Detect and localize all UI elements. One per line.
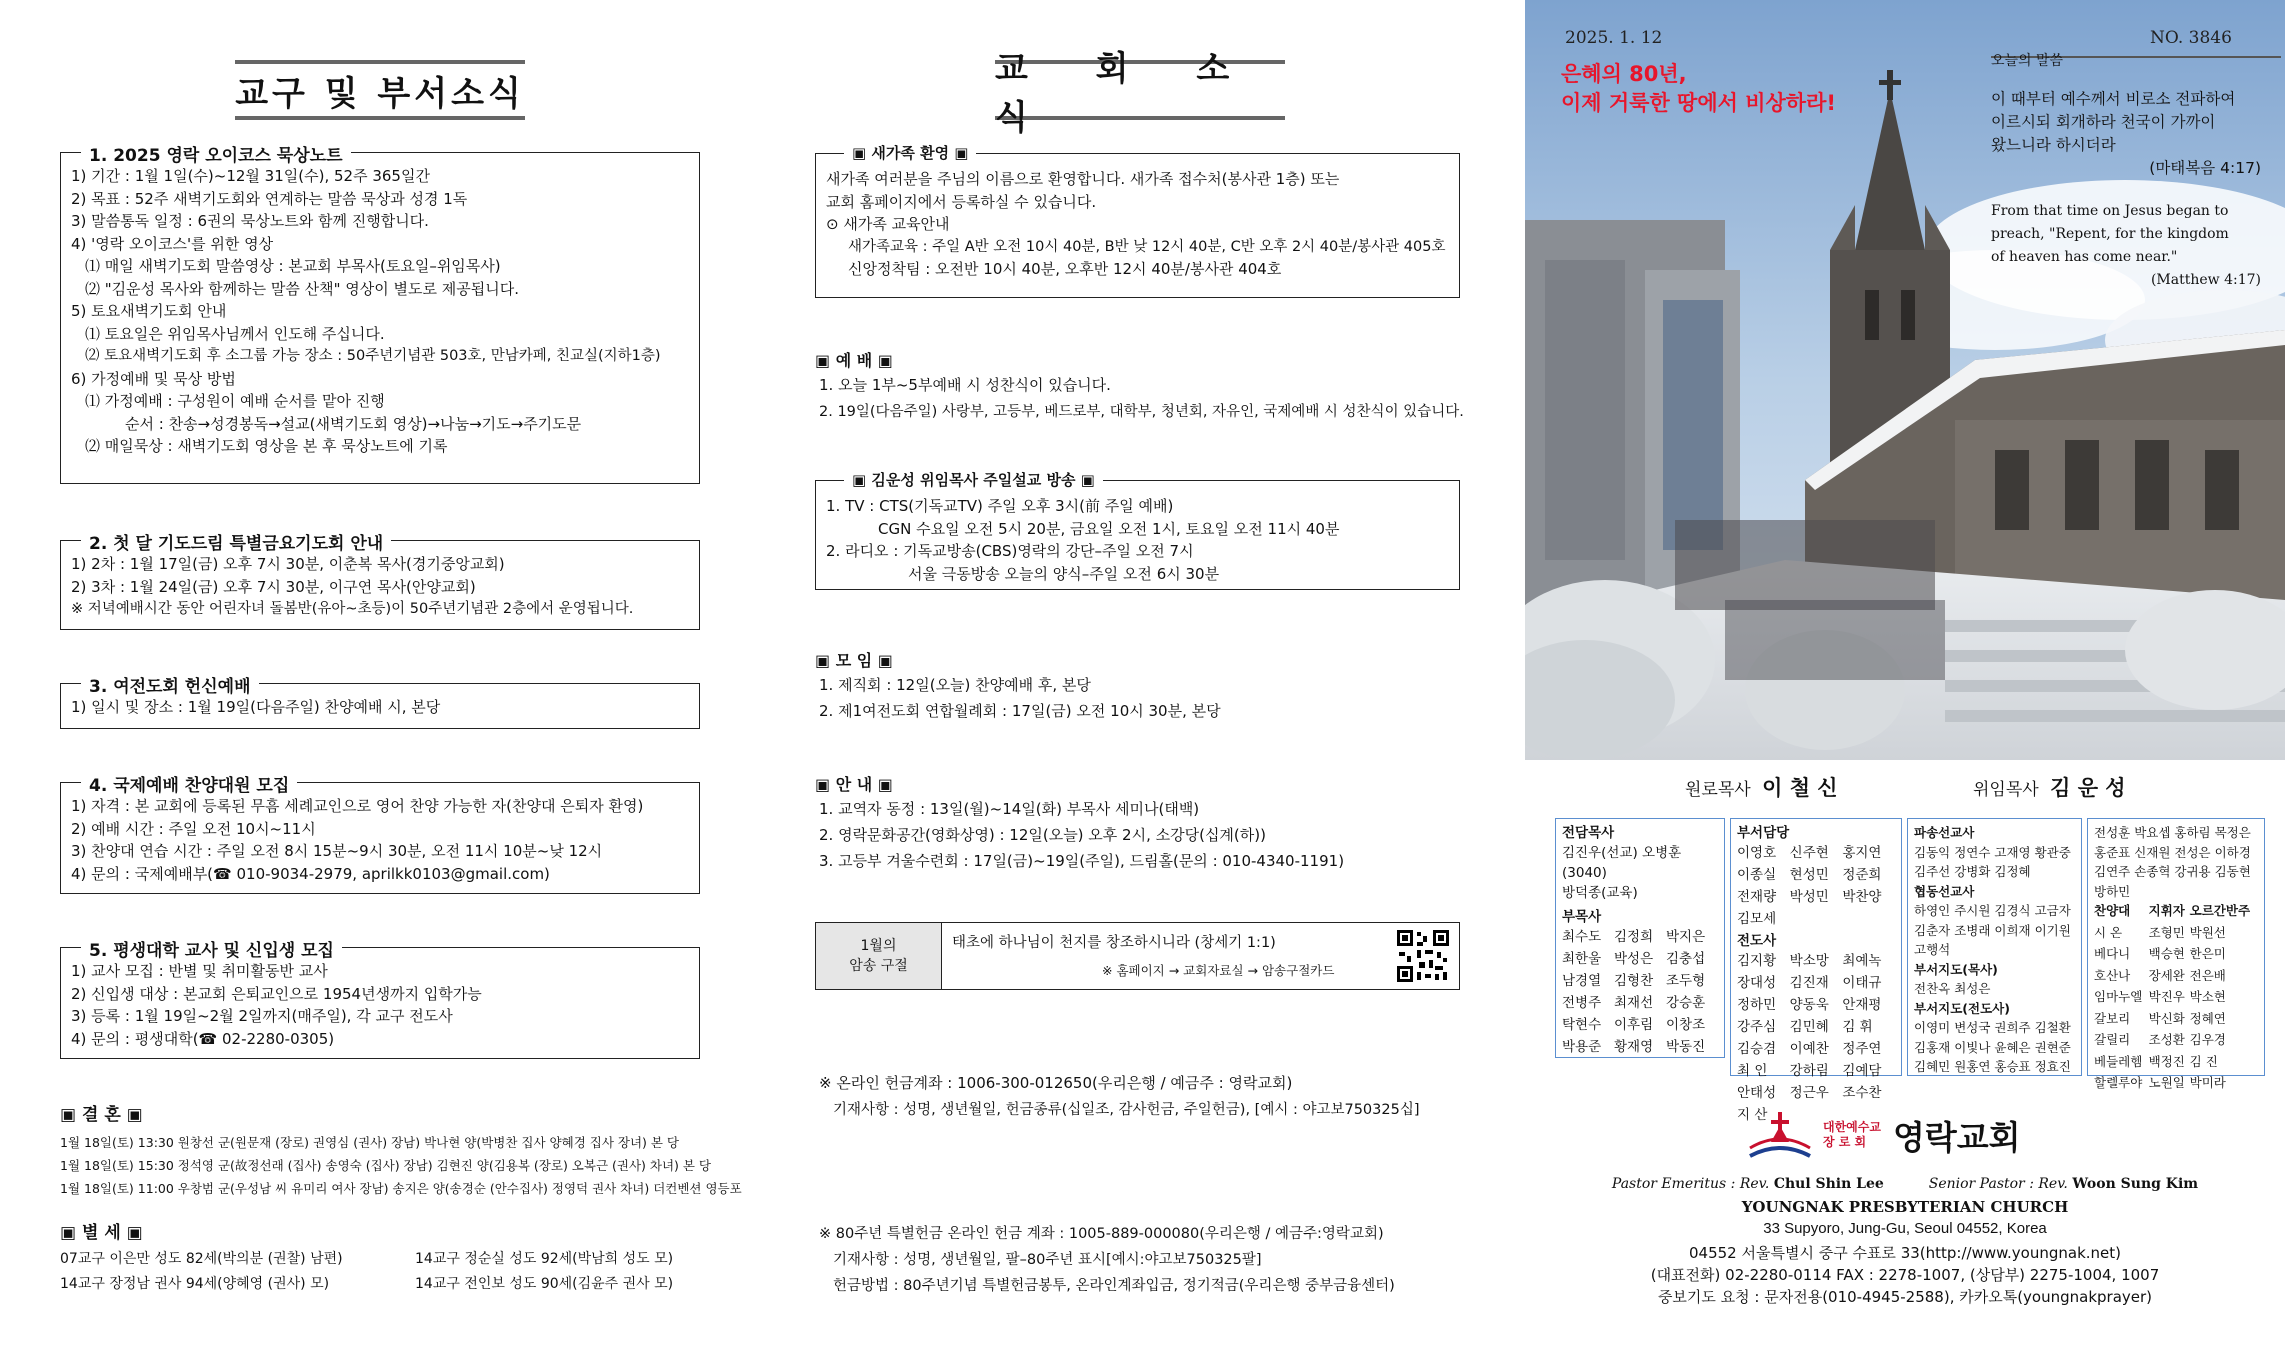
staff-name: 조성환: [2148, 1032, 2185, 1047]
special-offering: ※ 80주년 특별헌금 온라인 헌금 계좌 : 1005-889-000080(우리은행 / 예금주:영락교회): [819, 1226, 1384, 1242]
staff-name: 한은미: [2189, 946, 2226, 961]
staff-name: 최재선: [1614, 995, 1654, 1011]
staff-name: 남경열: [1562, 973, 1602, 989]
prayer-request: 중보기도 요청 : 문자전용(010-4945-2588), 카카오톡(youngnakprayer): [1657, 1288, 2153, 1306]
address-en: 33 Supyoro, Jung-Gu, Seoul 04552, Korea: [1763, 1220, 2047, 1237]
wedding-section: [60, 1100, 742, 1200]
cover-photo: [1525, 0, 2285, 760]
staff-name: 안재평: [1842, 997, 1882, 1013]
footer-label: Senior Pastor : Rev.: [1928, 1176, 2068, 1192]
text-line: 1) 기간 : 1월 1일(수)~12월 31일(수), 52주 365일간: [71, 167, 430, 185]
section-title: 2. 첫 달 기도드림 특별금요기도회 안내: [81, 529, 391, 554]
staff-name: 최예녹: [1842, 953, 1882, 969]
staff-line: 김진우(선교) 오병훈(3040): [1562, 845, 1682, 881]
staff-name: 박원선: [2189, 924, 2226, 940]
wedding-row: 1월 18일(토) 11:00 우창범 군(우성남 씨 유미리 여사 장남) 송지은 양(송경순 (안수집사) 정영덕 권사 차녀) 더컨벤션 영등포: [60, 1181, 742, 1196]
staff-name: 이종실: [1737, 867, 1777, 883]
text-line: 4) '영락 오이코스'를 위한 영상: [71, 234, 274, 253]
broadcast-box: [815, 471, 1460, 590]
memory-label: [816, 923, 942, 989]
staff-name: 장대성: [1737, 975, 1777, 991]
logo-name: 영락교회: [1893, 1118, 2021, 1157]
staff-name: 강하림: [1789, 1063, 1829, 1079]
staff-name: 조수찬: [1842, 1085, 1882, 1101]
passing-row: 14교구 전인보 성도 90세(김윤주 권사 모): [415, 1276, 674, 1292]
staff-name: 장세완: [2148, 967, 2185, 983]
staff-line: 전찬옥 최성은: [1914, 981, 1991, 996]
staff-name: 박용준: [1562, 1039, 1602, 1055]
staff-name: 박미라: [2189, 1075, 2226, 1090]
staff-name: 김 휘: [1842, 1019, 1873, 1035]
district-news-title: 교구 및 부서소식: [235, 60, 525, 120]
slogan: [1561, 60, 1836, 118]
staff-name: 갈보리: [2094, 1010, 2131, 1026]
staff-line: 전성훈 박요셉 홍하림 목정은: [2094, 825, 2251, 840]
text-line: ⑵ 매일묵상 : 새벽기도회 영상을 본 후 묵상노트에 기록: [85, 437, 448, 455]
word-line: 왔느니라 하시더라: [1991, 136, 2116, 154]
bulletin-date: 2025. 1. 12: [1565, 28, 1663, 48]
staff-name: 시 온: [2094, 924, 2123, 940]
memory-verse-box: [815, 922, 1460, 990]
section-choir-recruit: [60, 776, 700, 894]
staff-name: 탁현수: [1562, 1017, 1602, 1033]
text-line: 2. 라디오 : 기독교방송(CBS)영락의 강단–주일 오전 7시: [826, 542, 1194, 560]
text-line: 3) 말씀통독 일정 : 6권의 묵상노트와 함께 진행합니다.: [71, 212, 429, 230]
staff-name: 신주현: [1789, 845, 1829, 861]
staff-box-departments: [1730, 818, 1902, 1123]
text-line: 순서 : 찬송→성경봉독→설교(새벽기도회 영상)→나눔→기도→주기도문: [125, 414, 582, 433]
text-line: 서울 극동방송 오늘의 양식–주일 오전 6시 30분: [908, 564, 1220, 583]
staff-name: 강주심: [1737, 1019, 1777, 1035]
address-ko: 04552 서울특별시 중구 수표로 33(http://www.youngnak.net): [1689, 1244, 2121, 1262]
slogan-line: 은혜의 80년,: [1561, 62, 1687, 86]
todays-word-ko: [1991, 88, 2261, 180]
phone-info: (대표전화) 02-2280-0114 FAX : 2278-1007, (상담부) 2275-1004, 1007: [1650, 1266, 2160, 1284]
staff-line: 김연주 손종혁 강귀용 김동현: [2094, 864, 2251, 879]
choir-header: 지휘자: [2148, 903, 2185, 918]
staff-table: [1737, 843, 1895, 931]
staff-name: 이예찬: [1789, 1041, 1829, 1057]
staff-name: 전병주: [1562, 995, 1602, 1011]
staff-line: 홍준표 신재원 전성은 이하경: [2094, 844, 2251, 860]
text-line: 6) 가정예배 및 묵상 방법: [71, 369, 236, 388]
text-line: 1) 자격 : 본 교회에 등록된 무흠 세례교인으로 영어 찬양 가능한 자(찬양대 은퇴자 환영): [71, 797, 644, 815]
staff-name: 조두형: [1666, 973, 1706, 989]
section-women-service: [60, 677, 700, 729]
memory-label-line: 암송 구절: [849, 958, 908, 974]
staff-line: 하영인 주시원 김경식 고금자: [1914, 903, 2071, 918]
text-line: 2. 제1여전도회 연합월례회 : 17일(금) 오전 10시 30분, 본당: [819, 702, 1221, 720]
staff-name: 박성민: [1789, 889, 1829, 905]
text-line: 2. 영락문화공간(영화상영) : 12일(오늘) 오후 2시, 소강당(십계(하)): [819, 826, 1266, 844]
staff-name: 김예담: [1842, 1063, 1882, 1079]
church-logo-icon: [1745, 1108, 1815, 1164]
staff-line: 방하민: [2094, 883, 2131, 899]
text-line: 2) 목표 : 52주 새벽기도회와 연계하는 말씀 묵상과 성경 1독: [71, 189, 468, 208]
text-line: 2) 예배 시간 : 주일 오전 10시~11시: [71, 819, 316, 838]
staff-name: 최한울: [1562, 951, 1602, 967]
staff-name: 지 산: [1737, 1107, 1768, 1123]
staff-name: 백정진: [2148, 1053, 2185, 1069]
footer-pastors: [1525, 1176, 2285, 1192]
staff-name: 안태성: [1737, 1085, 1777, 1101]
staff-name: 김진재: [1789, 975, 1829, 991]
text-line: 1. 오늘 1부~5부예배 시 성찬식이 있습니다.: [819, 376, 1111, 394]
staff-group: 전담목사: [1562, 825, 1615, 841]
text-line: 2. 19일(다음주일) 사랑부, 고등부, 베드로부, 대학부, 청년회, 자유인, 국제예배 시 성찬식이 있습니다.: [819, 404, 1464, 420]
text-line: 1. TV : CTS(기독교TV) 주일 오후 3시(前 주일 예배): [826, 497, 1174, 515]
text-line: 3) 등록 : 1월 19일~2월 2일까지(매주일), 각 교구 전도사: [71, 1007, 453, 1025]
left-column: [45, 0, 742, 1346]
staff-line: 방덕종(교육): [1562, 885, 1638, 901]
staff-name: 박소망: [1789, 953, 1829, 969]
word-line: preach, "Repent, for the kingdom: [1991, 226, 2229, 242]
qr-code-icon[interactable]: [1395, 928, 1451, 984]
staff-line: 이영미 변성국 권희주 김철환: [1914, 1020, 2071, 1035]
special-offering-note: 기재사항 : 성명, 생년월일, 팔–80주년 표시[예시:야고보750325팔]: [833, 1252, 1262, 1268]
section-title: ▣ 김운성 위임목사 주일설교 방송 ▣: [844, 469, 1103, 490]
staff-name: 박지은: [1666, 929, 1706, 945]
text-line: ※ 저녁예배시간 동안 어린자녀 돌봄반(유아~초등)이 50주년기념관 2층에서 운영됩니다.: [71, 601, 634, 617]
text-line: 1. 교역자 동정 : 13일(월)~14일(화) 부목사 세미나(태백): [819, 800, 1200, 818]
staff-name: 김형찬: [1614, 973, 1654, 989]
section-title: 4. 국제예배 찬양대원 모집: [81, 771, 297, 796]
logo-small-line: 장 로 회: [1823, 1135, 1867, 1149]
pastor-name: 이 철 신: [1762, 776, 1838, 800]
staff-name: 김우경: [2189, 1032, 2226, 1047]
staff-name: 이영호: [1737, 845, 1777, 861]
footer-label: Pastor Emeritus : Rev.: [1611, 1176, 1770, 1192]
staff-name: 정근우: [1789, 1085, 1829, 1101]
word-line: 이 때부터 예수께서 비로소 전파하여: [1991, 90, 2236, 108]
online-offering-note: 기재사항 : 성명, 생년월일, 헌금종류(십일조, 감사헌금, 주일헌금), [예시 : 야고보750325십]: [833, 1102, 1420, 1118]
staff-name: 이태규: [1842, 975, 1882, 991]
staff-line: 김주선 강병화 김정혜: [1914, 864, 2031, 879]
word-ref: (Matthew 4:17): [2150, 272, 2261, 288]
section-title: 3. 여전도회 헌신예배: [81, 672, 259, 697]
passing-row: 14교구 정순실 성도 92세(박남희 성도 모): [415, 1251, 674, 1267]
word-line: 이르시되 회개하라 천국이 가까이: [1991, 113, 2216, 131]
text-line: 1) 2차 : 1월 17일(금) 오후 7시 30분, 이춘복 목사(경기중앙교회): [71, 555, 505, 573]
section-oikos: [60, 146, 700, 484]
word-line: From that time on Jesus began to: [1991, 203, 2229, 219]
text-line: ⑴ 토요일은 위임목사님께서 인도해 주십니다.: [85, 324, 385, 343]
staff-name: 홍지연: [1842, 845, 1882, 861]
staff-name: 황재영: [1614, 1039, 1654, 1055]
staff-name: 정준희: [1842, 867, 1882, 883]
staff-name: 전재량: [1737, 889, 1777, 905]
section-lifelong-college: [60, 941, 700, 1059]
staff-name: 백승현: [2148, 946, 2185, 961]
staff-name: 박찬양: [1842, 889, 1882, 905]
church-name-en: YOUNGNAK PRESBYTERIAN CHURCH: [1741, 1198, 2069, 1216]
staff-name: 김충섭: [1666, 951, 1706, 967]
section-title: 5. 평생대학 교사 및 신입생 모집: [81, 936, 342, 961]
worship-title: ▣ 예 배 ▣: [815, 351, 893, 370]
staff-name: 김모세: [1737, 911, 1777, 927]
memory-note: ※ 홈페이지 → 교회자료실 → 암송구절카드: [1102, 963, 1335, 978]
staff-name: 김 진: [2189, 1053, 2218, 1069]
text-line: 2) 신입생 대상 : 본교회 은퇴교인으로 1954년생까지 입학가능: [71, 984, 482, 1003]
staff-name: 김지황: [1737, 953, 1777, 969]
staff-box-missionaries: [1907, 818, 2082, 1076]
word-ref: (마태복음 4:17): [2149, 159, 2261, 177]
staff-name: 노원일: [2148, 1075, 2185, 1090]
staff-group: 협동선교사: [1914, 883, 1975, 899]
pastor-name: 김 운 성: [2050, 776, 2126, 800]
staff-name: 박진우: [2148, 989, 2185, 1004]
text-line: 1. 제직회 : 12일(오늘) 찬양예배 후, 본당: [819, 676, 1091, 694]
text-line: 3) 찬양대 연습 시간 : 주일 오전 8시 15분~9시 30분, 오전 11시 10분~낮 12시: [71, 842, 603, 860]
staff-group: 파송선교사: [1914, 825, 1975, 840]
staff-box-choirs: [2087, 818, 2265, 1090]
right-column: [1525, 0, 2285, 1346]
staff-name: 갈릴리: [2094, 1032, 2131, 1047]
pastor-label: 원로목사: [1685, 780, 1751, 800]
text-line: CGN 수요일 오전 5시 20분, 금요일 오전 1시, 토요일 오전 11시 40분: [878, 519, 1340, 538]
wedding-row: 1월 18일(토) 13:30 원창선 군(원문재 (장로) 권영심 (권사) 장남) 박나현 양(박병찬 집사 양혜경 집사 장녀) 본 당: [60, 1135, 679, 1150]
section-friday-prayer: [60, 534, 700, 630]
wedding-row: 1월 18일(토) 15:30 정석영 군(故정선래 (집사) 송영숙 (집사) 장남) 김현진 양(김용복 (장로) 오복근 (권사) 차녀) 본 당: [60, 1158, 712, 1173]
text-line: ⑵ 토요새벽기도회 후 소그룹 가능 장소 : 50주년기념관 503호, 만남카페, 친교실(지하1층): [85, 348, 661, 364]
passing-title: ▣ 별 세 ▣: [60, 1223, 143, 1243]
choir-table: [2094, 901, 2258, 1095]
staff-group: 부서담당: [1737, 825, 1790, 841]
memory-verse: 태초에 하나님이 천지를 창조하시니라 (창세기 1:1): [952, 935, 1276, 951]
staff-name: 이창조: [1666, 1017, 1706, 1033]
staff-name: 최 인: [1737, 1063, 1768, 1079]
meeting-title: ▣ 모 임 ▣: [815, 651, 893, 670]
staff-name: 김민혜: [1789, 1019, 1829, 1035]
word-line: of heaven has come near.": [1991, 249, 2178, 265]
staff-name: 전은배: [2189, 967, 2226, 983]
staff-name: 조형민: [2148, 924, 2185, 940]
staff-name: 이후림: [1614, 1017, 1654, 1033]
staff-group: 부서지도(전도사): [1914, 1000, 2010, 1016]
staff-name: 박신화: [2148, 1010, 2185, 1026]
church-logo: [1745, 1108, 2075, 1168]
text-line: 3. 고등부 겨울수련회 : 17일(금)~19일(주일), 드림홀(문의 : 010-4340-1191): [819, 852, 1345, 870]
text-line: 1) 일시 및 장소 : 1월 19일(다음주일) 찬양예배 시, 본당: [71, 698, 441, 716]
text-line: 신앙정착팀 : 오전반 10시 40분, 오후반 12시 40분/봉사관 404호: [848, 260, 1282, 278]
choir-header: 찬양대: [2094, 903, 2131, 918]
staff-name: 정혜연: [2189, 1010, 2226, 1026]
staff-name: 현성민: [1789, 867, 1829, 883]
staff-line: 김동익 정연수 고재영 황관중: [1914, 844, 2071, 860]
text-line: 4) 문의 : 평생대학(☎ 02-2280-0305): [71, 1029, 335, 1048]
passing-row: 14교구 장정남 권사 94세(양혜영 (권사) 모): [60, 1276, 330, 1292]
staff-name: 임마누엘: [2094, 989, 2143, 1004]
staff-name: 김정희: [1614, 929, 1654, 945]
staff-name: 박성은: [1614, 951, 1654, 967]
footer-name: Chul Shin Lee: [1773, 1176, 1884, 1192]
staff-name: 최수도: [1562, 929, 1602, 945]
senior-pastor: [1973, 772, 2126, 802]
memory-label-line: 1월의: [860, 938, 897, 954]
staff-name: 박동진: [1666, 1039, 1706, 1055]
text-line: ⑴ 매일 새벽기도회 말씀영상 : 본교회 부목사(토요일–위임목사): [85, 257, 501, 275]
pastor-label: 위임목사: [1973, 780, 2039, 800]
text-line: 5) 토요새벽기도회 안내: [71, 302, 227, 320]
text-line: 2) 3차 : 1월 24일(금) 오후 7시 30분, 이구연 목사(안양교회): [71, 577, 476, 596]
special-offering-method: 헌금방법 : 80주년기념 특별헌금봉투, 온라인계좌입금, 정기적금(우리은행 중부금융센터): [833, 1278, 1395, 1294]
text-line: ⊙ 새가족 교육안내: [826, 215, 950, 233]
staff-name: 강승훈: [1666, 995, 1706, 1011]
staff-box-pastors: [1555, 818, 1725, 1058]
section-title: 1. 2025 영락 오이코스 묵상노트: [81, 141, 351, 166]
staff-line: 고행석: [1914, 942, 1951, 957]
staff-name: 김승겸: [1737, 1041, 1777, 1057]
online-offering: ※ 온라인 헌금계좌 : 1006-300-012650(우리은행 / 예금주 : 영락교회): [819, 1074, 1293, 1092]
text-line: 새가족교육 : 주일 A반 오전 10시 40분, B반 낮 12시 40분, C반 오후 2시 40분/봉사관 405호: [848, 238, 1446, 255]
text-line: ⑴ 가정예배 : 구성원이 예배 순서를 맡아 진행: [85, 392, 385, 410]
logo-small-line: 대한예수교: [1823, 1120, 1881, 1134]
staff-name: 베들레헴: [2094, 1053, 2143, 1069]
bulletin-number: NO. 3846: [2150, 28, 2232, 48]
todays-word-en: [1991, 200, 2261, 292]
staff-group: 부목사: [1562, 909, 1602, 925]
text-line: 4) 문의 : 국제예배부(☎ 010-9034-2979, aprilkk0103@gmail.com): [71, 864, 550, 883]
staff-name: 정주연: [1842, 1041, 1882, 1057]
staff-group: 전도사: [1737, 933, 1777, 949]
staff-group: 부서지도(목사): [1914, 961, 1998, 977]
staff-name: 양동욱: [1789, 997, 1829, 1013]
notice-title: ▣ 안 내 ▣: [815, 775, 893, 794]
pastor-emeritus: [1685, 772, 1838, 802]
staff-table: [1562, 927, 1718, 1059]
church-news-title: 교 회 소 식: [995, 60, 1285, 120]
todays-word-title: 오늘의 말씀: [1991, 53, 2064, 69]
section-title: ▣ 새가족 환영 ▣: [844, 142, 976, 163]
text-line: 1) 교사 모집 : 반별 및 취미활동반 교사: [71, 962, 328, 980]
slogan-line: 이제 거룩한 땅에서 비상하라!: [1561, 91, 1836, 115]
text-line: 교회 홈페이지에서 등록하실 수 있습니다.: [826, 192, 1097, 211]
footer-name: Woon Sung Kim: [2072, 1176, 2199, 1192]
choir-header: 오르간반주: [2189, 903, 2251, 918]
wedding-title: ▣ 결 혼 ▣: [60, 1105, 143, 1125]
middle-column: [815, 0, 1475, 1346]
staff-name: 할렐루야: [2094, 1075, 2143, 1090]
staff-name: 베다니: [2094, 946, 2131, 961]
passing-row: 07교구 이은만 성도 82세(박의분 (권찰) 남편): [60, 1251, 343, 1267]
staff-name: 호산나: [2094, 967, 2131, 983]
staff-line: 김춘자 조병래 이희재 이기원: [1914, 922, 2071, 938]
staff-table: [1737, 951, 1895, 1127]
staff-line: 김홍재 이빛나 윤혜은 권현준: [1914, 1039, 2071, 1055]
text-line: ⑵ "김운성 목사와 함께하는 말씀 산책" 영상이 별도로 제공됩니다.: [85, 279, 519, 298]
text-line: 새가족 여러분을 주님의 이름으로 환영합니다. 새가족 접수처(봉사관 1층) 또는: [826, 170, 1340, 188]
staff-name: 정하민: [1737, 997, 1777, 1013]
new-family-box: [815, 144, 1460, 298]
logo-small: [1823, 1120, 1881, 1150]
passing-section: [60, 1218, 720, 1297]
staff-line: 김혜민 원홍연 홍승표 정효진: [1914, 1059, 2071, 1074]
staff-name: 박소현: [2189, 989, 2226, 1004]
